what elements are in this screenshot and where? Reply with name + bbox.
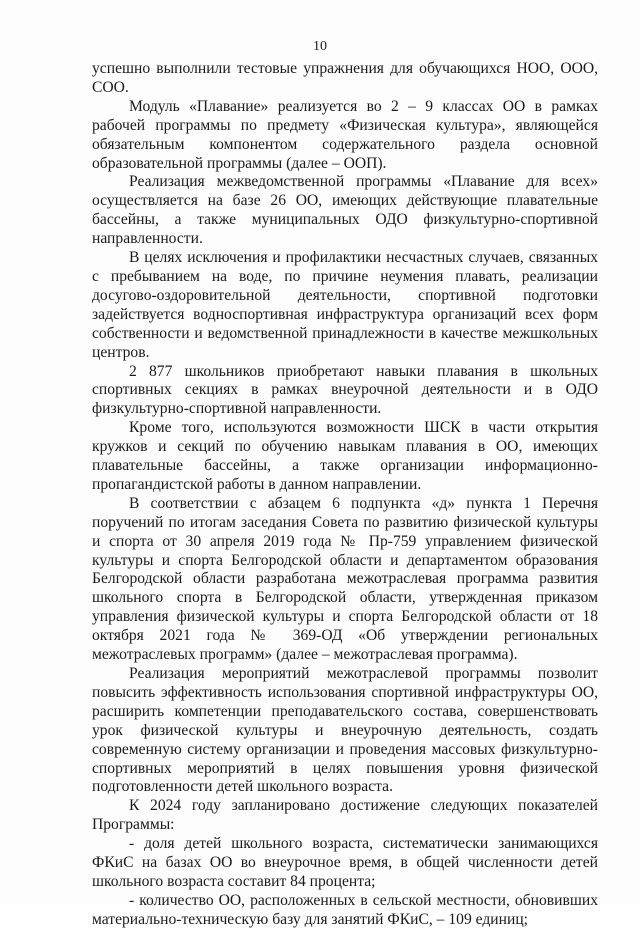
list-item-target-share: - доля детей школьного возраста, систематически занимающихся ФКиС на базах ОО во внеурочное время, в общей численности детей школьного возраста составит 84 процента; [92,835,598,890]
paragraph-school-sports-clubs: Кроме того, используются возможности ШСК в части открытия кружков и секций по обучению навыкам плавания в ОО, имеющих плавательные бассейны, а также организации информационно-пропагандистской работы в данном направлении. [92,419,598,493]
list-item-target-rural: - количество ОО, расположенных в сельской местности, обновивших материально-техническую базу для занятий ФКиС, – 109 единиц; [92,891,598,928]
page-number: 10 [313,39,327,54]
paragraph-swimming-for-all: Реализация межведомственной программы «Плавание для всех» осуществляется на базе 26 ОО, имеющих действующие плавательные бассейны, а также муниципальных ОДО физкультурно-спортивной направленности. [92,173,598,248]
paragraph-intersectoral-program: В соответствии с абзацем 6 подпункта «д» пункта 1 Перечня поручений по итогам заседания Совета по развитию физической культуры и спорта от 30 апреля 2019 года № Пр-759 управлением физической культуры и спорта Белгородской области и департаментом образования Белгородской области разработана межотраслевая программа развития школьного спорта в Белгородской области, утвержденная приказом управления физической культуры и спорта Белгородской области от 18 октября 2021 года № 369-ОД «Об утверждении региональных межотраслевых программ» (далее – межотраслевая программа). [92,494,598,664]
paragraph-accident-prevention: В целях исключения и профилактики несчастных случаев, связанных с пребыванием на воде, по причине неумения плавать, реализации досугово-оздоровительной деятельности, спортивной подготовки задействуется водноспортивная инфраструктура организаций всех форм собственности и ведомственной принадлежности в качестве межшкольных центров. [92,249,598,361]
paragraph-program-implementation: Реализация мероприятий межотраслевой программы позволит повысить эффективность использования спортивной инфраструктуры ОО, расширить компетенции преподавательского состава, совершенствовать урок физической культуры и внеурочную деятельность, создать современную систему организации и проведения массовых физкультурно-спортивных мероприятий в целях повышения уровня физической подготовленности детей школьного возраста. [92,665,598,796]
paragraph-targets-intro: К 2024 году запланировано достижение следующих показателей Программы: [92,797,598,834]
paragraph-students-count: 2 877 школьников приобретают навыки плавания в школьных спортивных секциях в рамках внеурочной деятельности и в ОДО физкультурно-спортивной направленности. [92,362,598,418]
paragraph-continuation: успешно выполнили тестовые упражнения для обучающихся НОО, ООО, СОО. [92,60,598,96]
document-body [92,60,598,930]
paragraph-swimming-module: Модуль «Плавание» реализуется во 2 – 9 классах ОО в рамках рабочей программы по предмету «Физическая культура», являющейся обязательным компонентом содержательного раздела основной образовательной программы (далее – ООП). [92,97,598,172]
